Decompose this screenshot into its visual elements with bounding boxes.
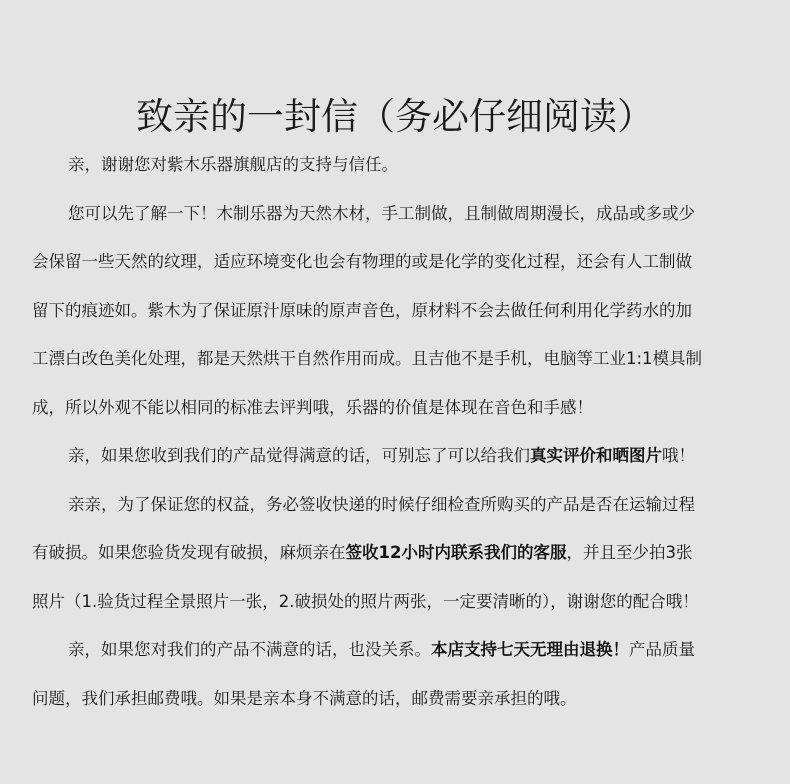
paragraph-inspection — [32, 481, 760, 627]
returns-highlight: 本店支持七天无理由退换！ — [431, 640, 629, 659]
wood-notice-line-1: 您可以先了解一下！木制乐器为天然木材，手工制做，且制做周期漫长，成品或多或少 — [68, 203, 695, 223]
review-text-a: 亲，如果您收到我们的产品觉得满意的话，可别忘了可以给我们 — [68, 446, 530, 465]
paragraph-greeting — [32, 141, 760, 190]
paragraph-review-request — [32, 432, 760, 481]
wood-notice-line-5: 成，所以外观不能以相同的标准去评判哦，乐器的价值是体现在音色和手感！ — [32, 397, 593, 417]
paragraph-returns — [32, 626, 760, 723]
text-line — [32, 529, 760, 578]
page-title: 致亲的一封信（务必仔细阅读） — [136, 94, 654, 138]
inspection-line-3: 照片（1.验货过程全景照片一张，2.破损处的照片两张，一定要清晰的），谢谢您的配合哦！ — [32, 591, 699, 611]
returns-text-a: 亲，如果您对我们的产品不满意的话，也没关系。 — [68, 640, 431, 659]
text-line — [32, 481, 760, 530]
review-highlight: 真实评价和晒图片 — [530, 446, 662, 465]
text-line — [32, 141, 760, 190]
text-line — [32, 190, 760, 239]
returns-line-2: 问题，我们承担邮费哦。如果是亲本身不满意的话，邮费需要亲承担的哦。 — [32, 688, 577, 708]
paragraph-wood-notice — [32, 190, 760, 433]
inspection-line-1: 亲亲，为了保证您的权益，务必签收快递的时候仔细检查所购买的产品是否在运输过程 — [68, 494, 695, 514]
wood-notice-line-2: 会保留一些天然的纹理，适应环境变化也会有物理的或是化学的变化过程，还会有人工制做 — [32, 252, 692, 271]
inspection-line-2a: 有破损。如果您验货发现有破损，麻烦亲在 — [32, 543, 346, 562]
review-text-c: 哦！ — [662, 446, 695, 465]
wood-notice-line-3: 留下的痕迹如。紫木为了保证原汁原味的原声音色，原材料不会去做任何利用化学药水的加 — [32, 300, 692, 320]
text-line — [32, 626, 760, 675]
greeting-text: 亲，谢谢您对紫木乐器旗舰店的支持与信任。 — [68, 155, 398, 174]
inspection-highlight: 签收12小时内联系我们的客服 — [345, 543, 567, 562]
wood-notice-line-4: 工漂白改色美化处理，都是天然烘干自然作用而成。且吉他不是手机，电脑等工业1:1模具制 — [32, 349, 703, 368]
returns-text-c: 产品质量 — [629, 640, 695, 659]
letter-body — [32, 141, 760, 723]
text-line — [32, 432, 760, 481]
inspection-line-2c: ，并且至少拍3张 — [566, 543, 693, 562]
